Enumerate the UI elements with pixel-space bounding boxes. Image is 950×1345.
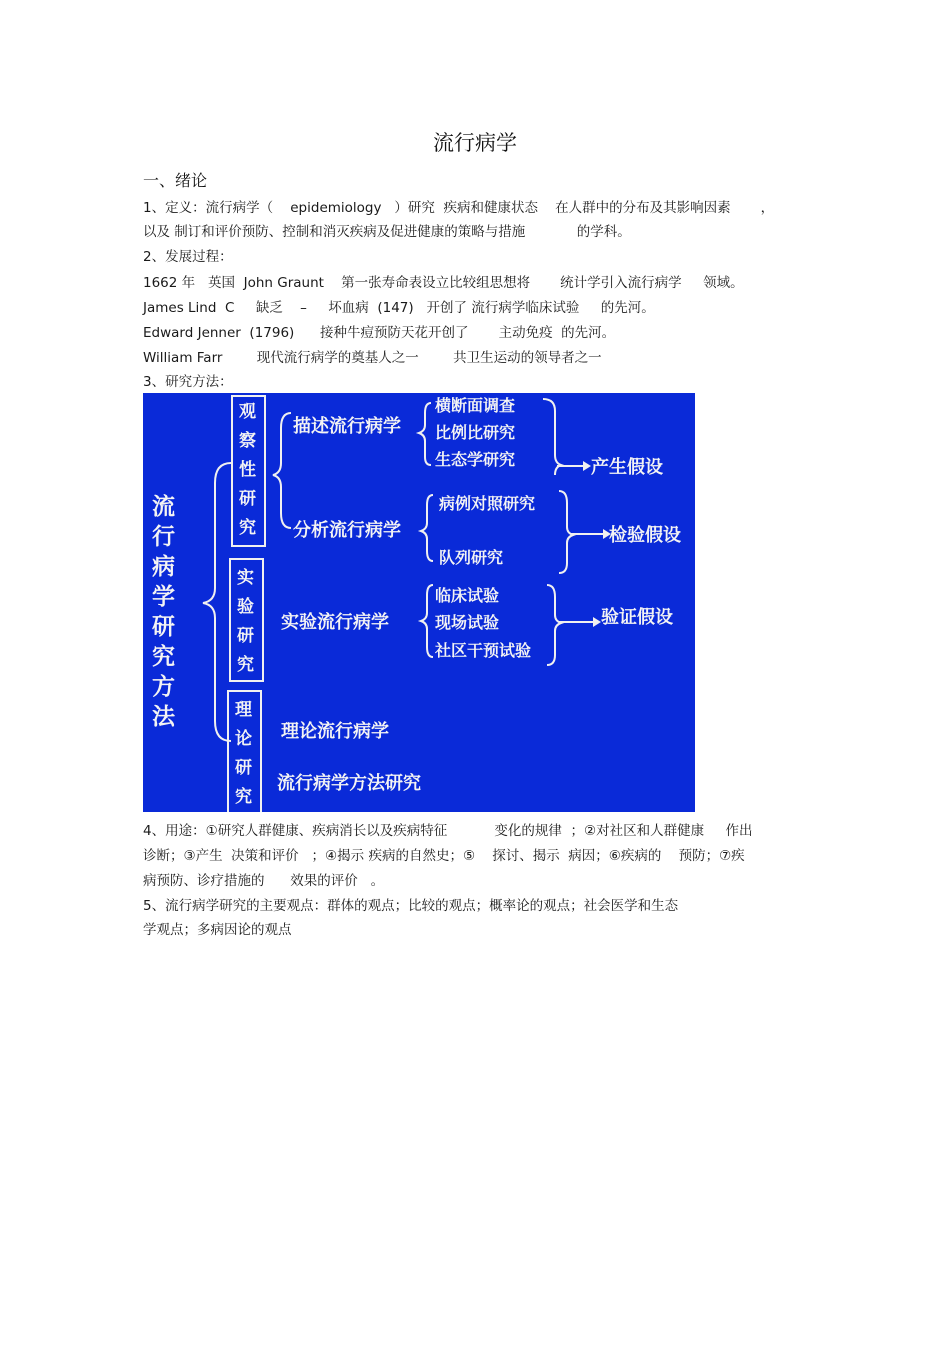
experimental-item: 社区干预试验 <box>435 641 532 660</box>
research-methods-diagram <box>143 393 695 812</box>
root-char: 学 <box>152 584 175 610</box>
text-line: 1、定义：流行病学（ epidemiology ）研究 疾病和健康状态 在人群中的分布及其影响因素 ， <box>143 200 775 216</box>
experimental-brace <box>421 585 433 657</box>
analytic-label: 分析流行病学 <box>293 520 401 541</box>
root-char: 病 <box>152 554 175 580</box>
outcome-hypothesis: 产生假设 <box>591 457 663 478</box>
text-line: 诊断；③产生 决策和评价 ；④揭示 疾病的自然史；⑤ 探讨、揭示 病因；⑥疾病的 预防；⑦疾 <box>143 848 745 864</box>
theoretical-char: 理 <box>235 700 252 720</box>
root-char: 流 <box>152 494 175 520</box>
experimental-item: 临床试验 <box>435 586 500 605</box>
outcome-test: 检验假设 <box>609 525 681 546</box>
experimental-item: 现场试验 <box>435 613 500 632</box>
experimental-char: 研 <box>237 626 254 646</box>
descriptive-label: 描述流行病学 <box>293 416 401 437</box>
methods-label: 流行病学方法研究 <box>277 773 421 794</box>
text-line: James Lind C 缺乏 – 坏血病 (147) 开创了 流行病学临床试验 的先河。 <box>143 300 655 316</box>
descriptive-item: 横断面调查 <box>435 396 516 415</box>
theoretical-label: 理论流行病学 <box>281 721 389 742</box>
root-char: 究 <box>152 644 175 670</box>
analytic-item: 病例对照研究 <box>439 494 536 513</box>
descriptive-item: 比例比研究 <box>435 423 516 442</box>
root-char: 方 <box>152 674 175 700</box>
experimental-label: 实验流行病学 <box>281 612 389 633</box>
text-line: 学观点；多病因论的观点 <box>143 922 292 938</box>
text-line: 4、用途：①研究人群健康、疾病消长以及疾病特征 变化的规律 ；②对社区和人群健康 作出 <box>143 823 753 839</box>
descriptive-item: 生态学研究 <box>435 450 516 469</box>
root-brace <box>203 463 231 741</box>
arrowhead-verify <box>593 617 601 627</box>
text-line: 1662 年 英国 John Graunt 第一张寿命表设立比较组思想将 统计学引入流行病学 领域。 <box>143 275 744 291</box>
text-line: 以及 制订和评价预防、控制和消灭疾病及促进健康的策略与措施 的学科。 <box>143 224 631 240</box>
theoretical-char: 研 <box>235 758 252 778</box>
outcome-verify: 验证假设 <box>601 607 673 628</box>
experimental-char: 究 <box>237 655 254 675</box>
root-char: 法 <box>152 704 175 730</box>
descriptive-brace <box>419 403 431 465</box>
text-line: 5、流行病学研究的主要观点：群体的观点；比较的观点；概率论的观点；社会医学和生态 <box>143 898 679 914</box>
text-line: Edward Jenner (1796) 接种牛痘预防天花开创了 主动免疫 的先河。 <box>143 325 616 341</box>
text-line: 病预防、诊疗措施的 效果的评价 。 <box>143 873 385 889</box>
root-char: 研 <box>152 614 175 640</box>
diagram-svg <box>143 393 695 812</box>
analytic-right-brace <box>559 491 573 573</box>
experimental-char: 实 <box>237 568 254 588</box>
observational-char: 性 <box>239 460 256 480</box>
observational-char: 研 <box>239 489 256 509</box>
page-title: 流行病学 <box>433 131 517 155</box>
section-heading-intro: 一、绪论 <box>143 171 208 190</box>
analytic-item: 队列研究 <box>439 548 504 567</box>
experimental-right-brace <box>547 585 561 665</box>
observational-char: 观 <box>239 402 256 422</box>
text-line: William Farr 现代流行病学的奠基人之一 共卫生运动的领导者之一 <box>143 350 602 366</box>
descriptive-right-brace <box>543 399 561 475</box>
observational-char: 察 <box>239 431 256 451</box>
analytic-brace <box>421 495 433 561</box>
theoretical-char: 论 <box>235 729 252 749</box>
root-char: 行 <box>152 524 175 550</box>
arrowhead-hypothesis <box>583 461 591 471</box>
text-line: 3、研究方法： <box>143 374 233 390</box>
observational-char: 究 <box>239 518 256 538</box>
theoretical-char: 究 <box>235 787 252 807</box>
text-line: 2、发展过程： <box>143 249 233 265</box>
experimental-char: 验 <box>237 597 254 617</box>
observational-brace <box>273 413 291 528</box>
